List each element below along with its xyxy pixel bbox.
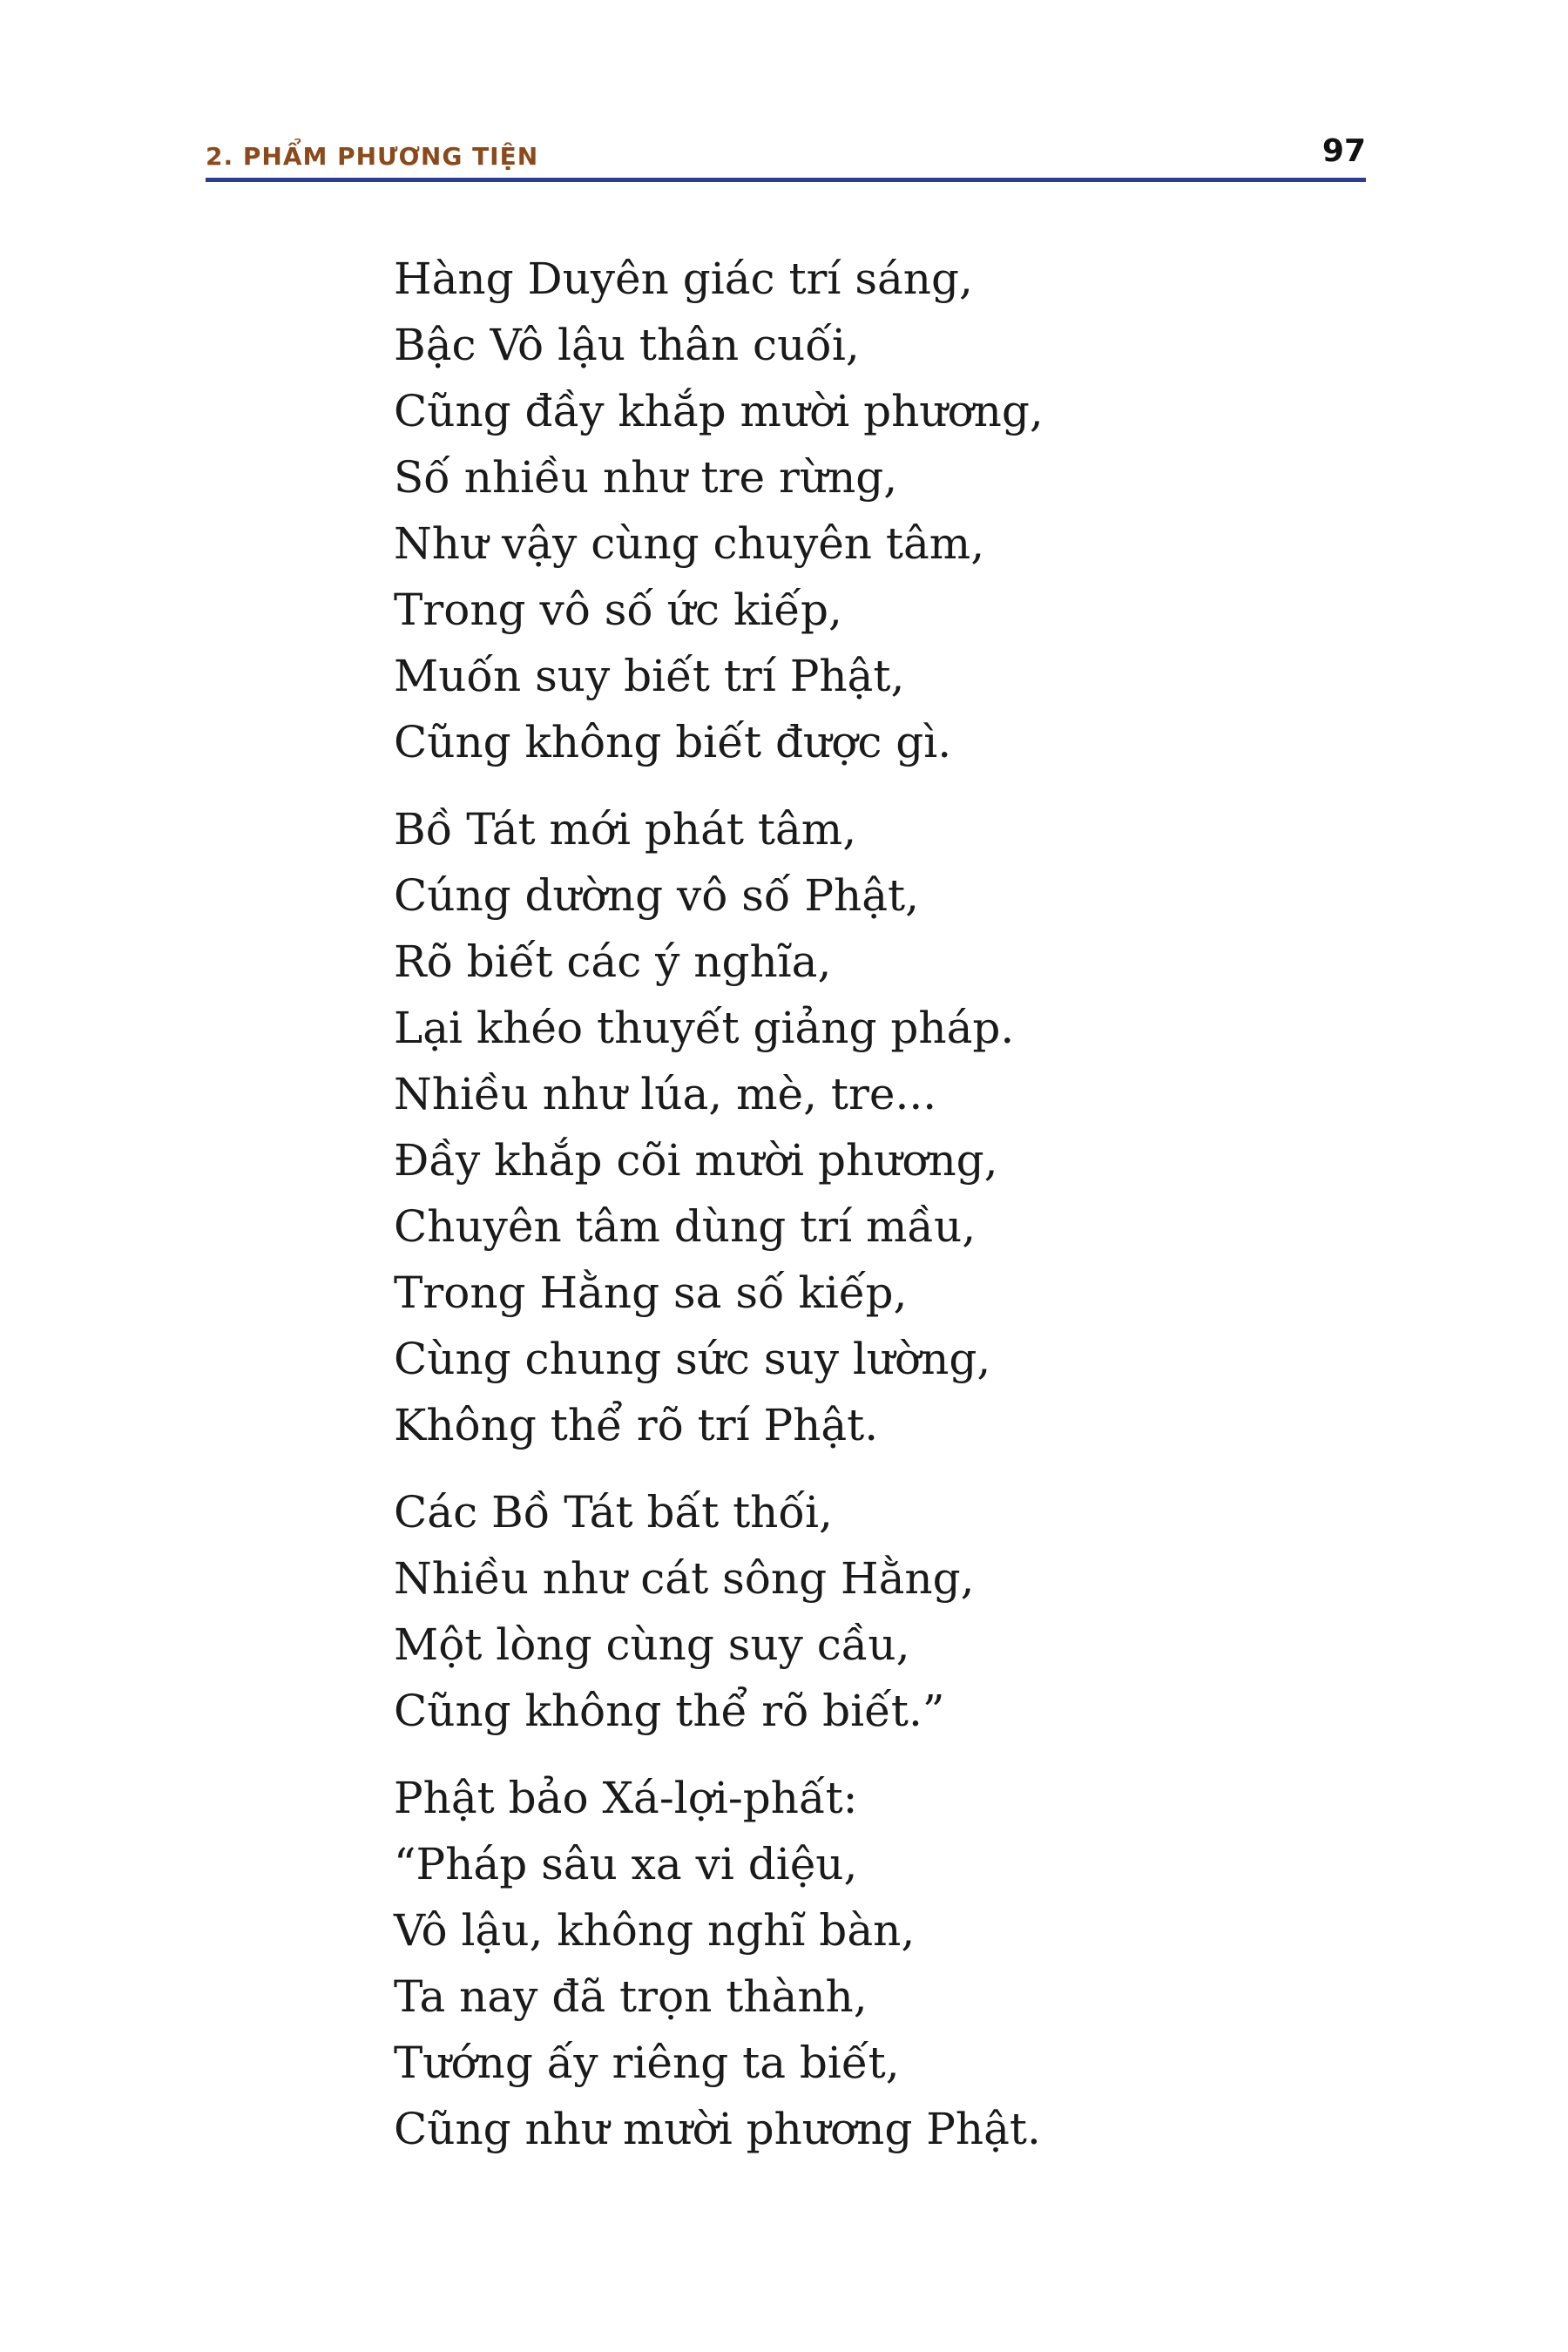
- verse-line: Cũng như mười phương Phật.: [394, 2104, 1041, 2154]
- verse-line: Không thể rõ trí Phật.: [394, 1400, 879, 1450]
- page-number: 97: [1321, 133, 1366, 169]
- verse-line: Hàng Duyên giác trí sáng,: [394, 253, 973, 304]
- header-rule: [206, 178, 1366, 182]
- verse-line: Chuyên tâm dùng trí mầu,: [394, 1201, 977, 1252]
- stanza: [394, 1479, 1352, 1744]
- verse-line: Muốn suy biết trí Phật,: [394, 651, 905, 701]
- verse-line: Cũng đầy khắp mười phương,: [394, 386, 1044, 436]
- page-header: [206, 131, 1366, 179]
- verse-line: Cùng chung sức suy lường,: [394, 1334, 991, 1384]
- verse-line: Cũng không biết được gì.: [394, 717, 952, 767]
- verse-line: Số nhiều như tre rừng,: [394, 452, 898, 503]
- verse-line: Cúng dường vô số Phật,: [394, 870, 920, 921]
- verse-line: Cũng không thể rõ biết.”: [394, 1686, 945, 1736]
- chapter-title: 2. PHẨM PHƯƠNG TIỆN: [206, 142, 539, 171]
- verse-line: Như vậy cùng chuyên tâm,: [394, 518, 985, 569]
- verse-body: [394, 246, 1352, 2183]
- verse-line: Trong vô số ức kiếp,: [394, 585, 842, 635]
- verse-line: Các Bồ Tát bất thối,: [394, 1487, 833, 1538]
- verse-line: Đầy khắp cõi mười phương,: [394, 1135, 998, 1186]
- stanza: [394, 1765, 1352, 2162]
- verse-line: Phật bảo Xá-lợi-phất:: [394, 1773, 858, 1823]
- verse-line: Ta nay đã trọn thành,: [394, 1971, 868, 2022]
- verse-line: Rõ biết các ý nghĩa,: [394, 936, 832, 987]
- verse-line: Nhiều như cát sông Hằng,: [394, 1553, 975, 1604]
- verse-line: Trong Hằng sa số kiếp,: [394, 1267, 908, 1318]
- verse-line: Tướng ấy riêng ta biết,: [394, 2038, 900, 2088]
- verse-line: Lại khéo thuyết giảng pháp.: [394, 1003, 1015, 1053]
- stanza: [394, 796, 1352, 1458]
- stanza: [394, 246, 1352, 775]
- verse-line: Nhiều như lúa, mè, tre...: [394, 1069, 937, 1119]
- verse-line: Bậc Vô lậu thân cuối,: [394, 320, 860, 370]
- verse-line: “Pháp sâu xa vi diệu,: [394, 1839, 858, 1889]
- verse-line: Bồ Tát mới phát tâm,: [394, 804, 857, 855]
- verse-line: Vô lậu, không nghĩ bàn,: [394, 1905, 916, 1956]
- verse-line: Một lòng cùng suy cầu,: [394, 1619, 910, 1670]
